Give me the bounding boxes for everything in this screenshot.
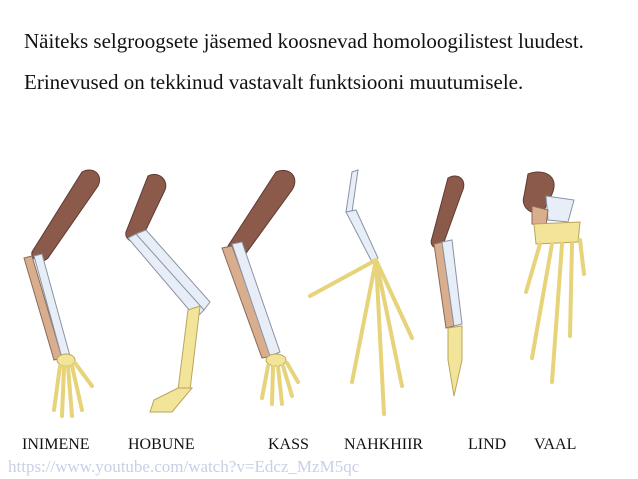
bat-limb — [310, 170, 412, 414]
limb-labels — [0, 436, 638, 458]
slide-text — [24, 28, 624, 96]
label-hobune: HOBUNE — [128, 436, 195, 453]
whale-limb — [523, 172, 584, 382]
bird-limb — [431, 176, 464, 396]
label-lind: LIND — [468, 436, 507, 453]
cat-limb — [222, 170, 298, 404]
intro-paragraph: Näiteks selgroogsete jäsemed koosnevad homoloogilistest luudest. — [24, 29, 584, 53]
horse-limb — [126, 174, 210, 412]
label-inimene: INIMENE — [22, 436, 90, 453]
label-vaal: VAAL — [534, 436, 577, 453]
source-url[interactable]: https://www.youtube.com/watch?v=Edcz_MzM5qc — [8, 457, 360, 476]
human-limb — [24, 170, 100, 416]
label-nahkhiir: NAHKHIIR — [344, 436, 424, 453]
explanation-paragraph: Erinevused on tekkinud vastavalt funktsiooni muutumisele. — [24, 70, 524, 94]
label-kass: KASS — [268, 436, 309, 453]
homologous-limbs-figure — [0, 160, 638, 430]
